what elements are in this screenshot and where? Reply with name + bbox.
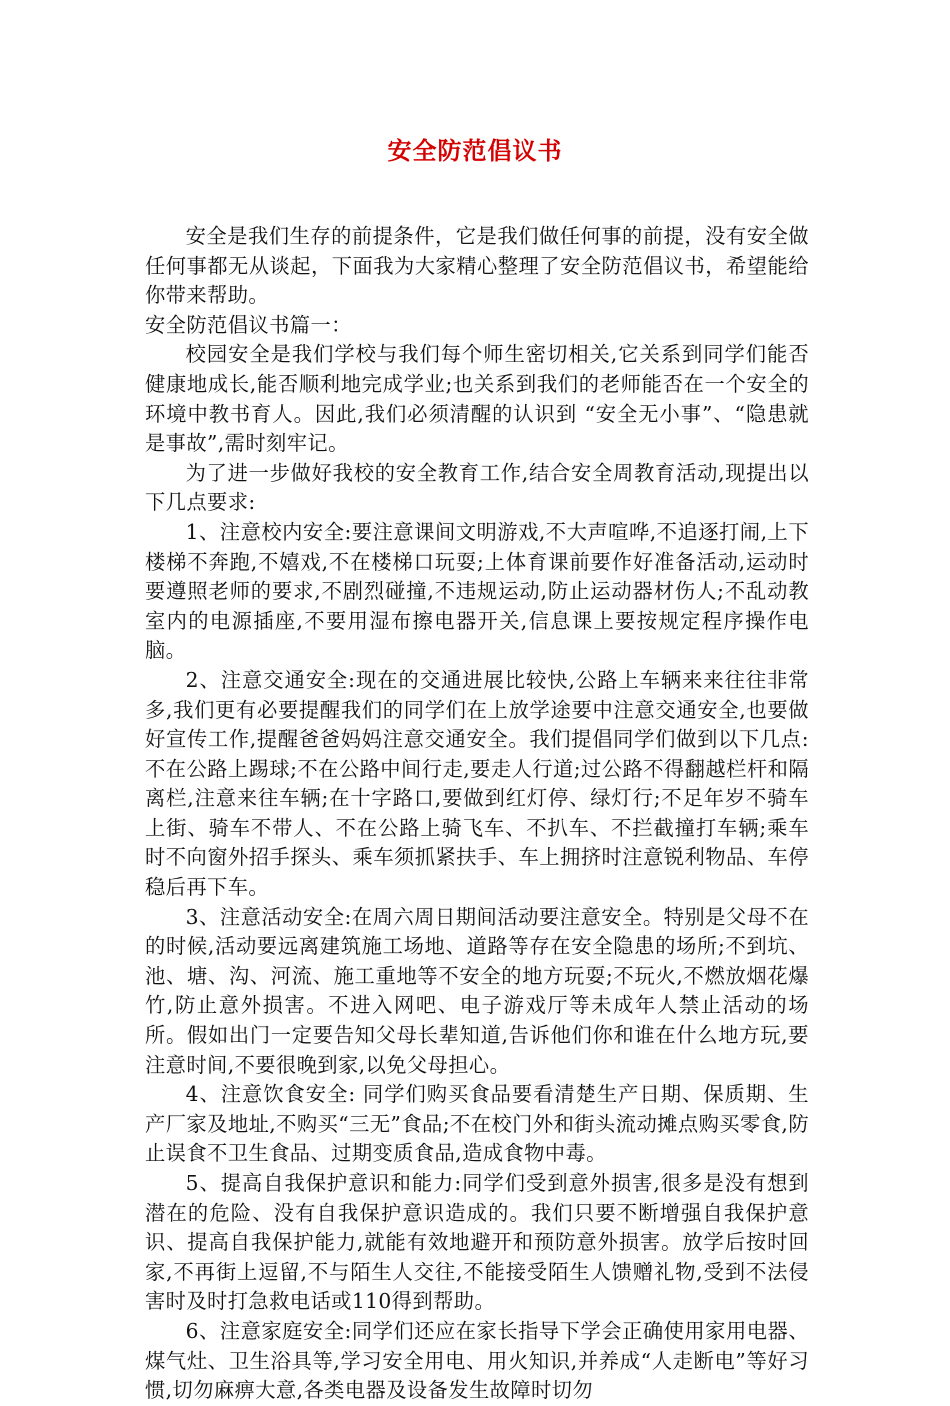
list-item: 1、注意校内安全:要注意课间文明游戏,不大声喧哗,不追逐打闹,上下楼梯不奔跑,不嬉戏,不在楼梯口玩耍;上体育课前要作好准备活动,运动时要遵照老师的要求,不剧烈碰撞,不违规运动,防止运动器材伤人;不乱动教室内的电源插座,不要用湿布擦电器开关,信息课上要按规定程序操作电脑。 (145, 519, 809, 663)
list-item: 3、注意活动安全:在周六周日期间活动要注意安全。特别是父母不在的时候,活动要远离建筑施工场地、道路等存在安全隐患的场所;不到坑、池、塘、沟、河流、施工重地等不安全的地方玩耍;不玩火,不燃放烟花爆竹,防止意外损害。不进入网吧、电子游戏厅等未成年人禁止活动的场所。假如出门一定要告知父母长辈知道,告诉他们你和谁在什么地方玩,要注意时间,不要很晚到家,以免父母担心。 (145, 904, 809, 1077)
list-item: 4、注意饮食安全: 同学们购买食品要看清楚生产日期、保质期、生产厂家及地址,不购买“三无”食品;不在校门外和街头流动摊点购买零食,防止误食不卫生食品、过期变质食品,造成食物中毒。 (145, 1082, 809, 1166)
body-paragraph: 为了进一步做好我校的安全教育工作,结合安全周教育活动,现提出以下几点要求: (145, 460, 809, 515)
body-paragraph: 校园安全是我们学校与我们每个师生密切相关,它关系到同学们能否健康地成长,能否顺利地完成学业;也关系到我们的老师能否在一个安全的环境中教书育人。因此,我们必须清醒的认识到 “安全无小事”、“隐患就是事故”,需时刻牢记。 (145, 342, 809, 456)
list-item: 6、注意家庭安全:同学们还应在家长指导下学会正确使用家用电器、煤气灶、卫生浴具等,学习安全用电、用火知识,并养成“人走断电”等好习惯,切勿麻痹大意,各类电器及设备发生故障时切勿 (145, 1318, 809, 1403)
intro-paragraph: 安全是我们生存的前提条件，它是我们做任何事的前提，没有安全做任何事都无从谈起，下面我为大家精心整理了安全防范倡议书，希望能给你带来帮助。 (145, 224, 809, 308)
list-item: 5、提高自我保护意识和能力:同学们受到意外损害,很多是没有想到潜在的危险、没有自我保护意识造成的。我们只要不断增强自我保护意识、提高自我保护能力,就能有效地避开和预防意外损害。放学后按时回家,不再街上逗留,不与陌生人交往,不能接受陌生人馈赠礼物,受到不法侵害时及时打急救电话或110得到帮助。 (145, 1171, 809, 1314)
section-heading: 安全防范倡议书篇一： (145, 312, 352, 337)
document-title: 安全防范倡议书 (387, 137, 563, 165)
document-body (145, 222, 809, 1406)
list-item: 2、注意交通安全:现在的交通进展比较快,公路上车辆来来往往非常多,我们更有必要提醒我们的同学们在上放学途要中注意交通安全,也要做好宣传工作,提醒爸爸妈妈注意交通安全。我们提倡同学们做到以下几点:不在公路上踢球;不在公路中间行走,要走人行道;过公路不得翻越栏杆和隔离栏,注意来往车辆;在十字路口,要做到红灯停、绿灯行;不足年岁不骑车上街、骑车不带人、不在公路上骑飞车、不扒车、不拦截撞打车辆;乘车时不向窗外招手探头、乘车须抓紧扶手、车上拥挤时注意锐利物品、车停稳后再下车。 (145, 667, 809, 900)
